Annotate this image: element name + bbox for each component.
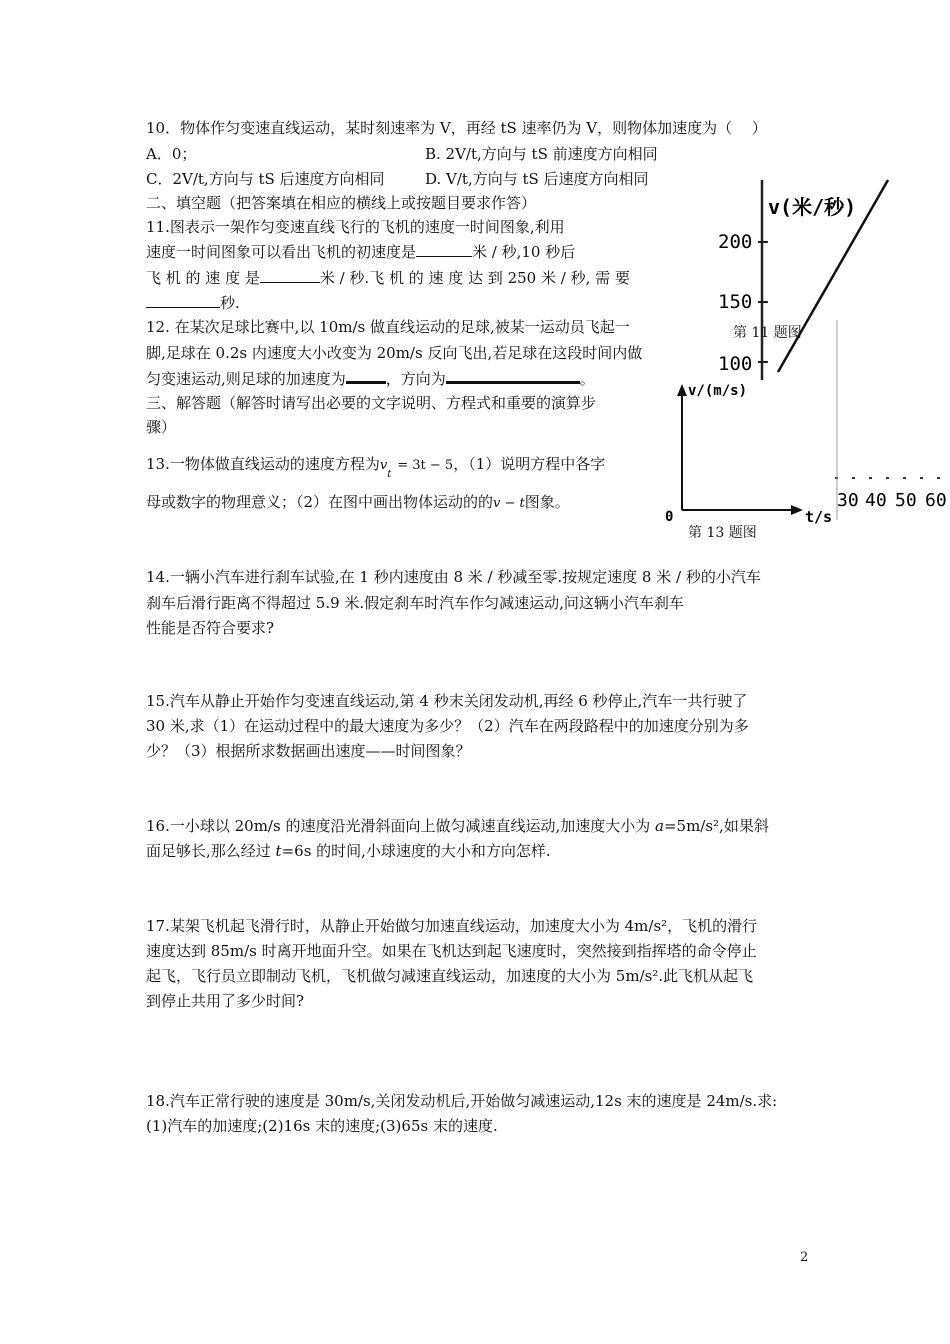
q14-line-2: 刹车后滑行距离不得超过 5.9 米.假定刹车时汽车作匀减速运动,问这辆小汽车刹车 — [146, 594, 684, 612]
q13-text-2b: 图象。 — [524, 493, 570, 511]
q13-text-1b: ，（1）说明方程中各字 — [453, 455, 606, 473]
q13-line-2 — [146, 491, 570, 515]
q16-var-a: a — [655, 817, 664, 835]
q15-line-1: 15.汽车从静止开始作匀变速直线运动,第 4 秒末关闭发动机,再经 6 秒停止,汽车一共行驶了 — [146, 692, 748, 710]
fig11-xtick-50: 50 — [895, 490, 917, 511]
fig11-xtick-30: 30 — [837, 490, 859, 511]
q11-text-2a: 速度一时间图象可以看出飞机的初速度是 — [146, 243, 417, 261]
q10-stem: 10．物体作匀变速直线运动，某时刻速率为 V，再经 tS 速率仍为 V，则物体加速度为（ ） — [146, 119, 767, 137]
q10-option-d: D. V/t,方向与 tS 后速度方向相同 — [425, 170, 649, 188]
q17-line-2: 速度达到 85m/s 时离开地面升空。如果在飞机达到起飞速度时，突然接到指挥塔的命令停止 — [146, 942, 757, 960]
q11-blank-initial-speed[interactable] — [416, 242, 472, 257]
q13-line-1 — [146, 453, 605, 478]
fig13-x-arrow — [791, 505, 803, 515]
q13-text-2a: 母或数字的物理意义；（2）在图中画出物体运动的的 — [146, 493, 494, 511]
q11-line-1: 11.图表示一架作匀变速直线飞行的飞机的速度一时间图象,利用 — [146, 218, 565, 236]
q12-blank-direction[interactable] — [446, 367, 580, 384]
figure-13-axes — [660, 370, 840, 530]
fig11-ytick-200: 200 — [718, 231, 753, 253]
section-3-heading-1: 三、解答题（解答时请写出必要的文字说明、方程式和重要的演算步 — [146, 394, 597, 412]
q11-blank-speed-10s[interactable] — [260, 268, 320, 283]
q12-blank-acceleration[interactable] — [346, 367, 386, 384]
q10-option-a: A．0； — [146, 145, 197, 163]
q11-text-3b: 米 / 秒.飞 机 的 速 度 达 到 250 米 / 秒, 需 要 — [319, 269, 630, 287]
section-2-heading: 二、填空题（把答案填在相应的横线上或按题目要求作答） — [146, 194, 537, 212]
q17-line-3: 起飞，飞行员立即制动飞机，飞机做匀减速直线运动，加速度的大小为 5m/s².此飞机从起飞 — [146, 967, 754, 985]
q12-text-3b: ，方向为 — [385, 370, 446, 388]
q12-line-1: 12. 在某次足球比赛中,以 10m/s 做直线运动的足球,被某一运动员飞起一 — [146, 318, 630, 336]
q11-text-3a: 飞 机 的 速 度 是 — [146, 269, 260, 287]
q15-line-2: 30 米,求（1）在运动过程中的最大速度为多少？（2）汽车在两段路程中的加速度分别为多 — [146, 717, 749, 735]
q12-line-2: 脚,足球在 0.2s 内速度大小改变为 20m/s 反向飞出,若足球在这段时间内做 — [146, 344, 643, 362]
fig11-ytick-150: 150 — [718, 291, 753, 313]
q16-text-1b: =5m/s²,如果斜 — [663, 817, 769, 835]
fig11-xtick-40: 40 — [865, 490, 887, 511]
q18-line-2: (1)汽车的加速度;(2)16s 末的速度;(3)65s 末的速度. — [146, 1117, 498, 1135]
q10-option-c: C．2V/t,方向与 tS 后速度方向相同 — [146, 170, 385, 188]
page-number: 2 — [800, 1250, 809, 1265]
q16-line-1 — [146, 815, 769, 837]
q10-option-b: B. 2V/t,方向与 tS 前速度方向相同 — [425, 145, 658, 163]
fig11-ytick-100: 100 — [718, 353, 753, 375]
q17-line-1: 17.某架飞机起飞滑行时，从静止开始做匀加速直线运动，加速度大小为 4m/s²，飞机的滑行 — [146, 917, 758, 935]
fig13-caption: 第 13 题图 — [688, 525, 757, 541]
q17-line-4: 到停止共用了多少时间? — [146, 992, 305, 1010]
q14-line-3: 性能是否符合要求? — [146, 619, 275, 637]
q11-text-4: 秒. — [220, 294, 240, 312]
fig13-origin: 0 — [665, 509, 674, 525]
q11-blank-time[interactable] — [146, 293, 220, 308]
q14-line-1: 14.一辆小汽车进行刹车试验,在 1 秒内速度由 8 米 / 秒减至零.按规定速度 8 米 / 秒的小汽车 — [146, 568, 761, 586]
q11-line-2 — [146, 241, 575, 263]
q13-equation: = 3t − 5 — [397, 458, 454, 473]
q18-line-1: 18.汽车正常行驶的速度是 30m/s,关闭发动机后,开始做匀减速运动,12s 末的速度是 24m/s.求: — [146, 1092, 778, 1110]
fig13-y-arrow — [677, 384, 687, 396]
section-3-heading-2: 骤） — [146, 418, 177, 436]
q12-line-3 — [146, 367, 595, 390]
q13-var-v: v — [379, 458, 388, 473]
q16-text-2b: =6s 的时间,小球速度的大小和方向怎样. — [281, 842, 551, 860]
q12-text-3c: 。 — [579, 370, 595, 388]
q13-text-1a: 13.一物体做直线运动的速度方程为 — [146, 455, 380, 473]
fig11-xtick-60: 60 — [925, 490, 947, 511]
fig13-ylabel: v/(m/s) — [688, 383, 748, 399]
q16-text-1a: 16.一小球以 20m/s 的速度沿光滑斜面向上做匀减速直线运动,加速度大小为 — [146, 817, 655, 835]
q11-line-4 — [146, 292, 240, 314]
fig13-xlabel: t/s — [805, 508, 833, 526]
q13-vt: v − t — [493, 496, 525, 511]
q12-text-3a: 匀变速运动,则足球的加速度为 — [146, 370, 346, 388]
q15-line-3: 少？（3）根据所求数据画出速度——时间图象？ — [146, 742, 471, 760]
q16-text-2a: 面足够长,那么经过 — [146, 842, 276, 860]
q11-text-2b: 米 / 秒,10 秒后 — [472, 243, 576, 261]
q16-line-2 — [146, 840, 551, 862]
fig11-caption: 第 11 题图 — [733, 325, 802, 341]
q13-sub-t: t — [387, 469, 392, 480]
q11-line-3 — [146, 267, 630, 289]
q16-var-t: t — [275, 842, 282, 860]
fig11-ylabel: v(米/秒) — [768, 195, 857, 219]
